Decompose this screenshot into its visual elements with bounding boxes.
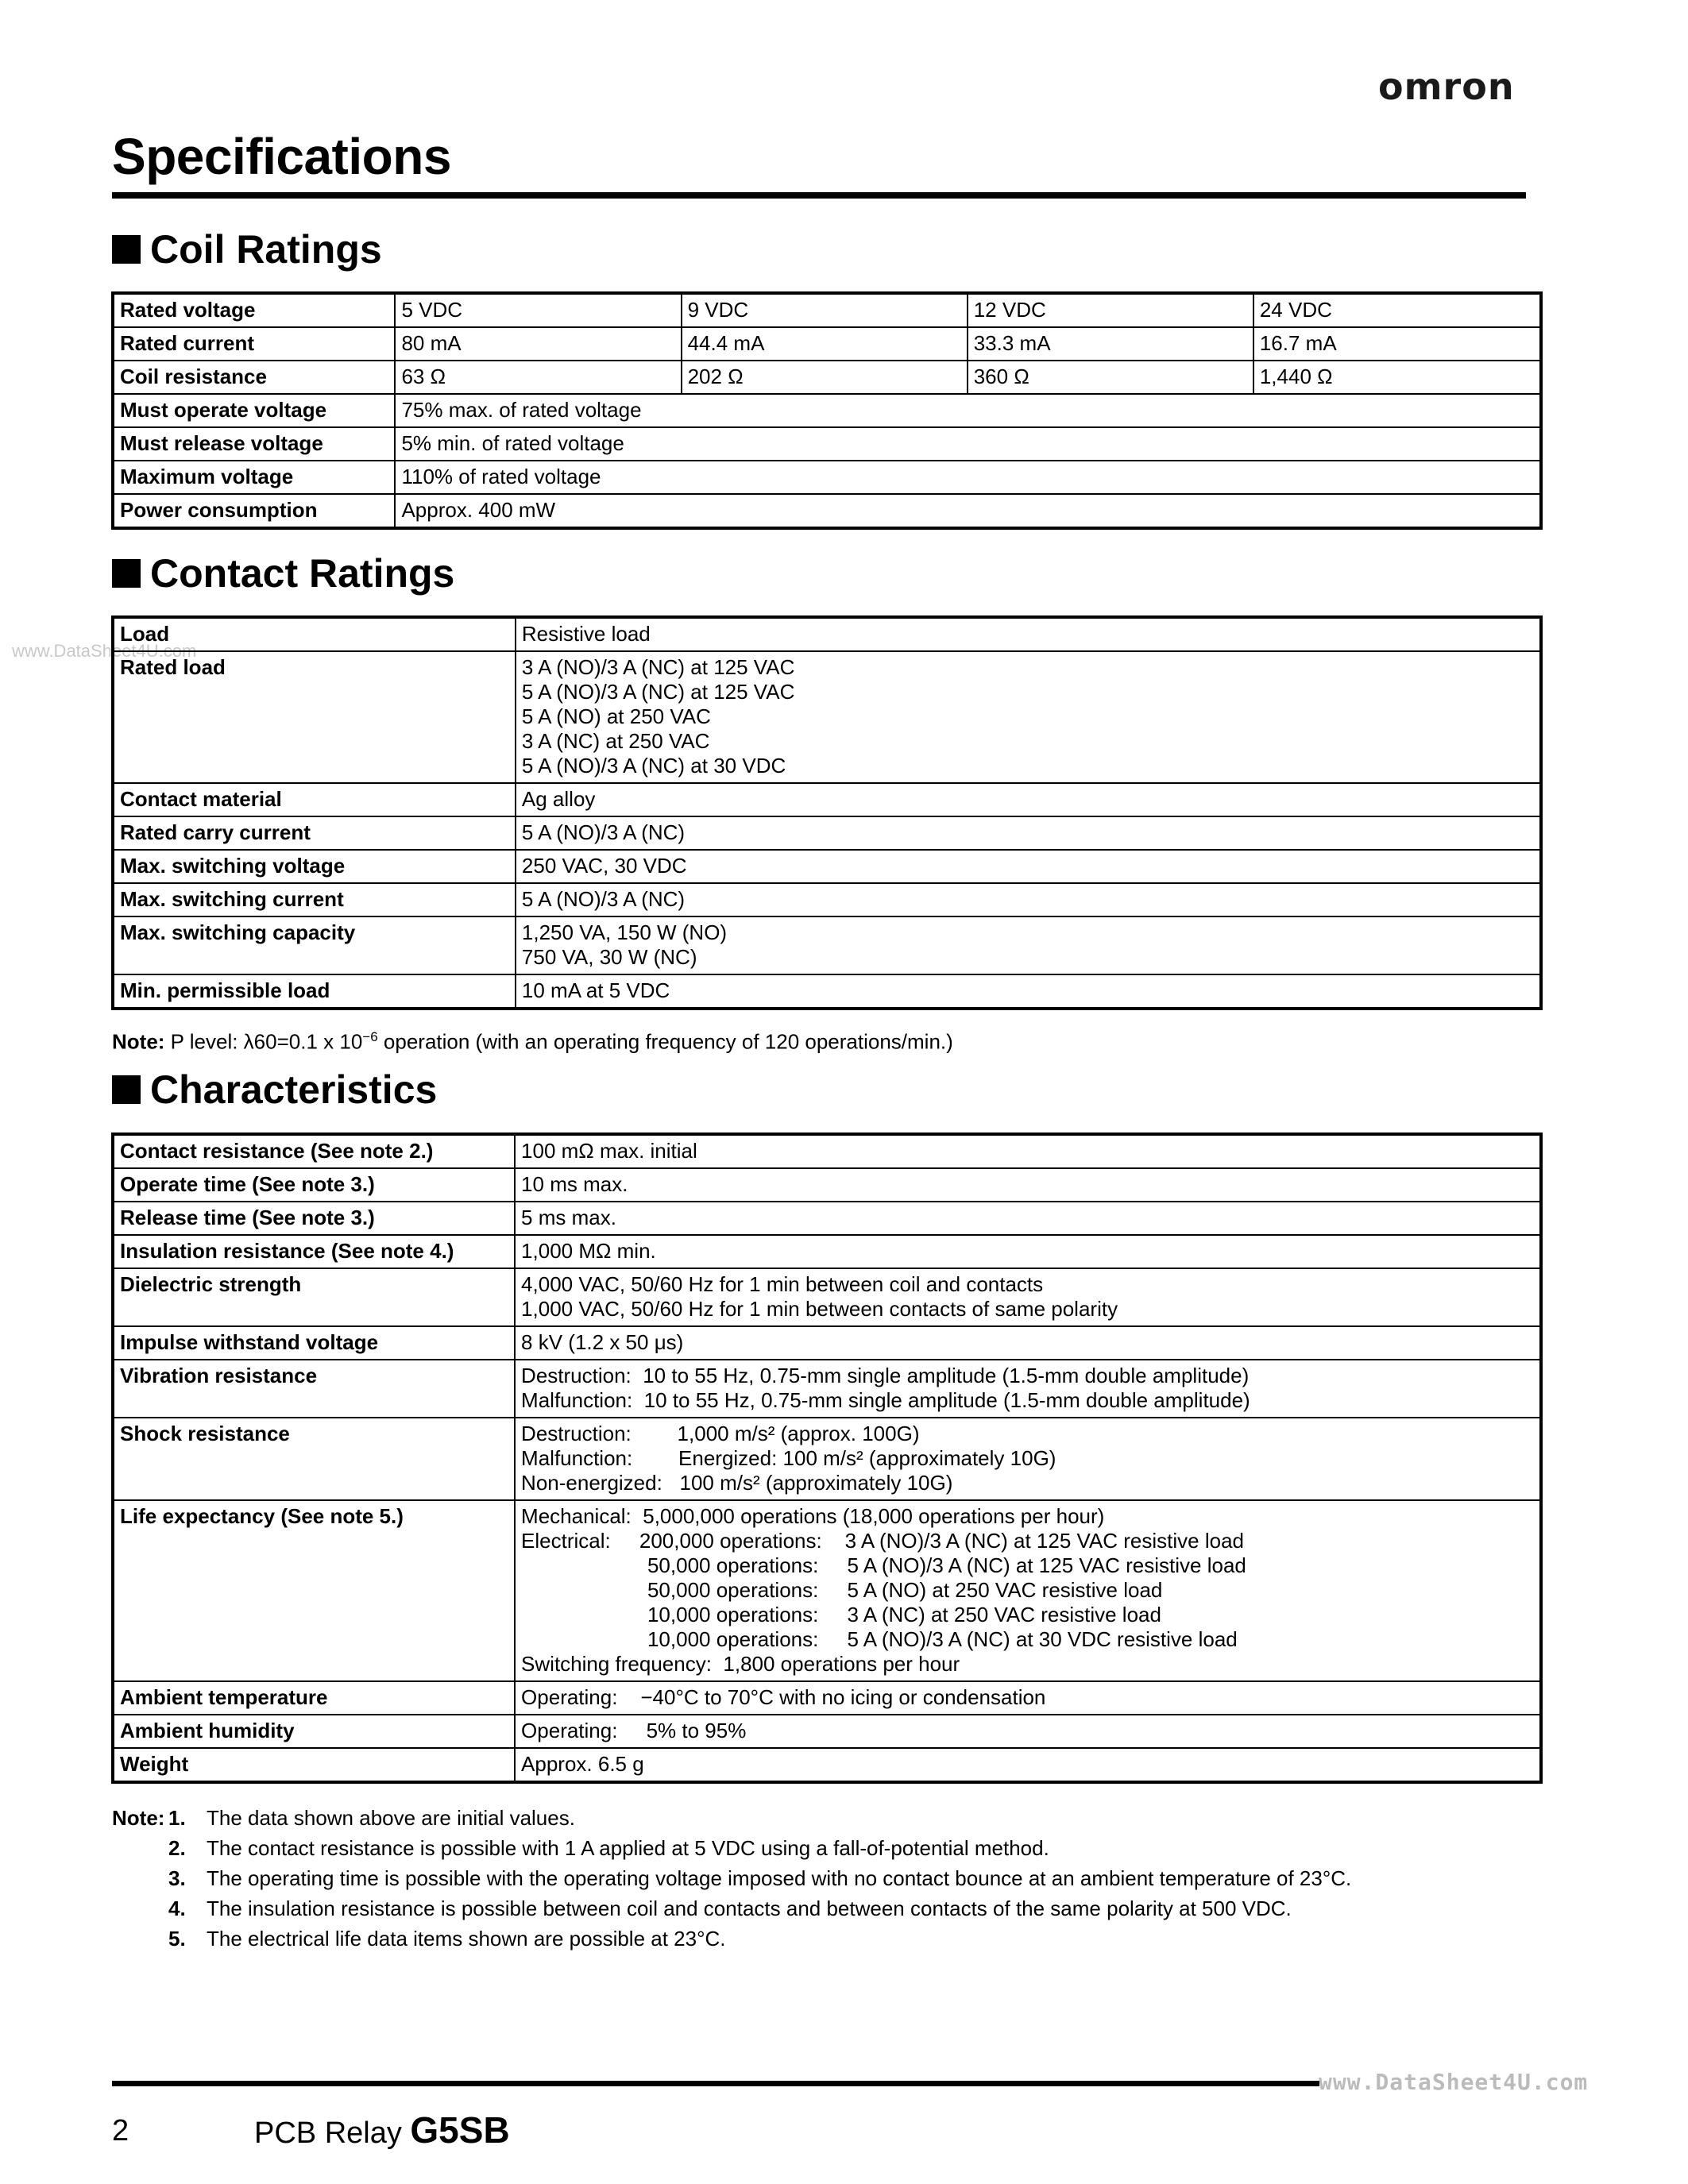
cell: 9 VDC	[682, 293, 968, 327]
product-model: G5SB	[410, 2109, 510, 2151]
cell: 1,000 MΩ min.	[515, 1235, 1541, 1268]
row-label: Power consumption	[113, 494, 395, 528]
note-number: 3.	[168, 1866, 186, 1890]
cell: 5 ms max.	[515, 1202, 1541, 1235]
note-text: The insulation resistance is possible between coil and contacts and between contacts of the same polarity at 500 VDC.	[207, 1897, 1292, 1920]
note-text: P level: λ60=0.1 x 10	[164, 1029, 363, 1054]
square-bullet-icon	[112, 235, 141, 264]
table-row	[113, 427, 1541, 461]
table-row	[113, 1360, 1541, 1418]
row-label: Coil resistance	[113, 361, 395, 394]
cell: 3 A (NO)/3 A (NC) at 125 VAC 5 A (NO)/3 A (NC) at 125 VAC 5 A (NO) at 250 VAC 3 A (NC) at 250 VAC 5 A (NO)/3 A (NC) at 30 VDC	[516, 651, 1541, 783]
table-row	[113, 1715, 1541, 1748]
omron-logo: omron	[1378, 65, 1515, 108]
table-row	[113, 1418, 1541, 1500]
row-label: Maximum voltage	[113, 461, 395, 494]
cell: Destruction: 10 to 55 Hz, 0.75-mm single amplitude (1.5-mm double amplitude) Malfunction: 10 to 55 Hz, 0.75-mm single amplitude (1.5-mm double amplitude)	[515, 1360, 1541, 1418]
cell: Approx. 400 mW	[395, 494, 1541, 528]
row-label: Rated load	[113, 651, 516, 783]
square-bullet-icon	[112, 1075, 141, 1104]
title-rule	[112, 192, 1526, 199]
table-row	[113, 327, 1541, 361]
table-row	[113, 1326, 1541, 1360]
cell: 33.3 mA	[968, 327, 1253, 361]
table-row	[113, 461, 1541, 494]
row-label: Life expectancy (See note 5.)	[113, 1500, 515, 1681]
page-number: 2	[112, 2114, 129, 2147]
table-row	[113, 1748, 1541, 1782]
cell: Resistive load	[516, 617, 1541, 651]
row-label: Load	[113, 617, 516, 651]
row-label: Release time (See note 3.)	[113, 1202, 515, 1235]
cell: 8 kV (1.2 x 50 μs)	[515, 1326, 1541, 1360]
contact-ratings-title: Contact Ratings	[150, 551, 455, 596]
row-label: Contact material	[113, 783, 516, 816]
note-text: The operating time is possible with the operating voltage imposed with no contact bounce at an ambient temperature of 23°C.	[207, 1866, 1352, 1890]
row-label: Must operate voltage	[113, 394, 395, 427]
table-row	[113, 651, 1541, 783]
list-item	[112, 1833, 1351, 1863]
table-row	[113, 494, 1541, 528]
table-row	[113, 783, 1541, 816]
cell: 250 VAC, 30 VDC	[516, 850, 1541, 883]
cell: 10 ms max.	[515, 1168, 1541, 1202]
list-item	[112, 1924, 1351, 1954]
list-item	[112, 1893, 1351, 1924]
list-item	[112, 1803, 1351, 1833]
cell: Ag alloy	[516, 783, 1541, 816]
row-label: Dielectric strength	[113, 1268, 515, 1326]
cell: 4,000 VAC, 50/60 Hz for 1 min between coil and contacts 1,000 VAC, 50/60 Hz for 1 min between contacts of same polarity	[515, 1268, 1541, 1326]
cell: Operating: 5% to 95%	[515, 1715, 1541, 1748]
row-label: Rated carry current	[113, 816, 516, 850]
table-row	[113, 1681, 1541, 1715]
note-text: The electrical life data items shown are possible at 23°C.	[207, 1927, 726, 1951]
cell: 5 A (NO)/3 A (NC)	[516, 816, 1541, 850]
row-label: Must release voltage	[113, 427, 395, 461]
cell: Destruction: 1,000 m/s² (approx. 100G) Malfunction: Energized: 100 m/s² (approximately 10G) Non-energized: 100 m/s² (approximately 10G)	[515, 1418, 1541, 1500]
cell: 100 mΩ max. initial	[515, 1134, 1541, 1168]
cell: Operating: −40°C to 70°C with no icing or condensation	[515, 1681, 1541, 1715]
table-row	[113, 974, 1541, 1009]
cell: Approx. 6.5 g	[515, 1748, 1541, 1782]
row-label: Max. switching current	[113, 883, 516, 916]
contact-ratings-heading	[112, 550, 454, 596]
characteristics-notes	[112, 1803, 1351, 1954]
cell: 63 Ω	[395, 361, 681, 394]
cell: Mechanical: 5,000,000 operations (18,000 operations per hour) Electrical: 200,000 operations: 3 A (NO)/3 A (NC) at 125 VAC resistive load 50,000 operations: 5 A (NO)/3 A (NC) at 125 VAC resistive load 50,000 operations: 5 A (NO) at 250 VAC resistive load 10,000 operations: 3 A (NC) at 250 VAC resistive load 10,000 operations: 5 A (NO)/3 A (NC) at 30 VDC resistive load Switching frequency: 1,800 operations per hour	[515, 1500, 1541, 1681]
cell: 12 VDC	[968, 293, 1253, 327]
note-tail: operation (with an operating frequency of 120 operations/min.)	[377, 1029, 953, 1054]
row-label: Max. switching voltage	[113, 850, 516, 883]
table-row	[113, 293, 1541, 327]
cell: 202 Ω	[682, 361, 968, 394]
cell: 16.7 mA	[1253, 327, 1541, 361]
product-prefix: PCB Relay	[254, 2116, 411, 2150]
cell: 5 A (NO)/3 A (NC)	[516, 883, 1541, 916]
contact-ratings-table	[111, 615, 1543, 1010]
row-label: Rated current	[113, 327, 395, 361]
cell: 10 mA at 5 VDC	[516, 974, 1541, 1009]
characteristics-title: Characteristics	[150, 1067, 438, 1112]
cell: 360 Ω	[968, 361, 1253, 394]
cell: 110% of rated voltage	[395, 461, 1541, 494]
table-row	[113, 1168, 1541, 1202]
table-row	[113, 1134, 1541, 1168]
coil-ratings-table	[111, 291, 1543, 530]
cell: 1,440 Ω	[1253, 361, 1541, 394]
square-bullet-icon	[112, 559, 141, 588]
table-row	[113, 394, 1541, 427]
characteristics-table	[111, 1133, 1543, 1784]
table-row	[113, 916, 1541, 974]
footer-watermark: www.DataSheet4U.com	[1319, 2069, 1589, 2095]
row-label: Ambient temperature	[113, 1681, 515, 1715]
row-label: Rated voltage	[113, 293, 395, 327]
row-label: Weight	[113, 1748, 515, 1782]
cell: 44.4 mA	[682, 327, 968, 361]
note-text: The data shown above are initial values.	[207, 1806, 575, 1830]
coil-ratings-title: Coil Ratings	[150, 227, 382, 272]
cell: 5% min. of rated voltage	[395, 427, 1541, 461]
row-label: Contact resistance (See note 2.)	[113, 1134, 515, 1168]
row-label: Shock resistance	[113, 1418, 515, 1500]
note-number: 4.	[168, 1897, 186, 1920]
note-text: The contact resistance is possible with 1 A applied at 5 VDC using a fall-of-potential method.	[207, 1836, 1049, 1860]
table-row	[113, 1202, 1541, 1235]
contact-note	[112, 1024, 953, 1055]
note-exponent: −6	[362, 1029, 378, 1044]
characteristics-heading	[112, 1067, 437, 1113]
notes-label: Note:	[112, 1806, 165, 1830]
note-number: 1.	[168, 1806, 186, 1830]
row-label: Ambient humidity	[113, 1715, 515, 1748]
row-label: Max. switching capacity	[113, 916, 516, 974]
table-row	[113, 850, 1541, 883]
note-label: Note:	[112, 1029, 165, 1054]
row-label: Vibration resistance	[113, 1360, 515, 1418]
footer-rule	[112, 2081, 1319, 2086]
table-row	[113, 883, 1541, 916]
coil-ratings-heading	[112, 226, 382, 272]
cell: 24 VDC	[1253, 293, 1541, 327]
row-label: Insulation resistance (See note 4.)	[113, 1235, 515, 1268]
table-row	[113, 361, 1541, 394]
side-watermark: www.DataSheet4U.com	[12, 641, 197, 661]
page-title: Specifications	[112, 128, 451, 185]
note-number: 2.	[168, 1836, 186, 1860]
table-row	[113, 1268, 1541, 1326]
product-name	[254, 2109, 510, 2151]
table-row	[113, 1500, 1541, 1681]
table-row	[113, 816, 1541, 850]
cell: 1,250 VA, 150 W (NO) 750 VA, 30 W (NC)	[516, 916, 1541, 974]
row-label: Operate time (See note 3.)	[113, 1168, 515, 1202]
cell: 75% max. of rated voltage	[395, 394, 1541, 427]
cell: 5 VDC	[395, 293, 681, 327]
note-number: 5.	[168, 1927, 186, 1951]
list-item	[112, 1863, 1351, 1893]
table-row	[113, 617, 1541, 651]
table-row	[113, 1235, 1541, 1268]
row-label: Impulse withstand voltage	[113, 1326, 515, 1360]
row-label: Min. permissible load	[113, 974, 516, 1009]
cell: 80 mA	[395, 327, 681, 361]
